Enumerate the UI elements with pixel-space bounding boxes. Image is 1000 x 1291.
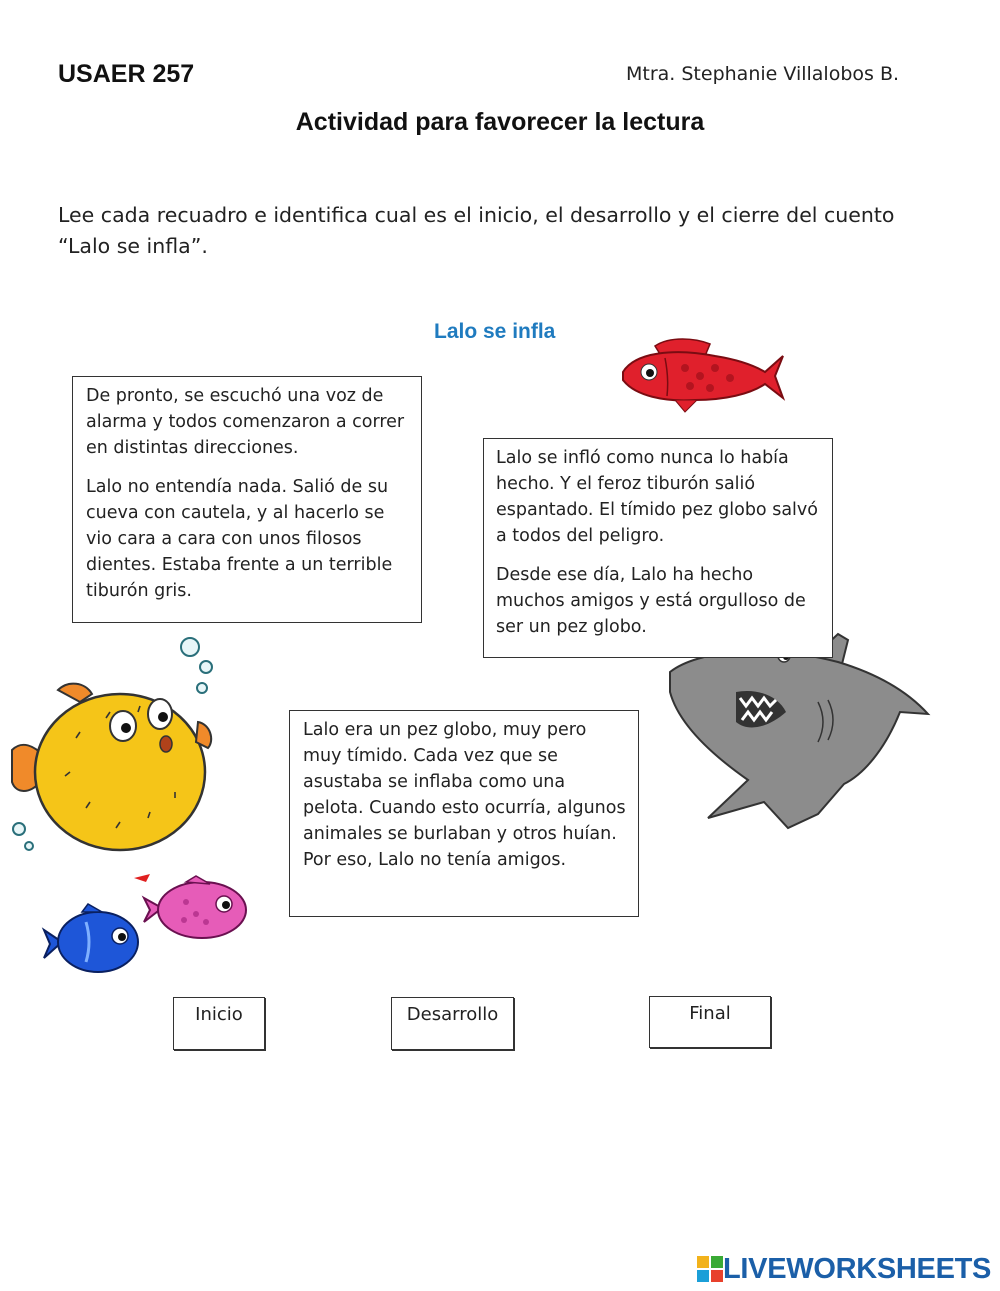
instructions: Lee cada recuadro e identifica cual es el inicio, el desarrollo y el cierre del cuento “Lalo se infla”.	[58, 203, 895, 258]
answer-box-inicio[interactable]: Inicio	[173, 997, 265, 1050]
red-fish-icon	[615, 338, 785, 414]
story-box-3[interactable]	[289, 710, 639, 917]
answer-box-final[interactable]: Final	[649, 996, 771, 1048]
story-paragraph: Lalo no entendía nada. Salió de su cueva con cautela, y al hacerlo se vio cara a cara con unos filosos dientes. Estaba frente a un terrible tiburón gris.	[86, 477, 393, 601]
liveworksheets-logo-icon	[697, 1256, 723, 1282]
liveworksheets-logo	[697, 1252, 991, 1286]
story-box-1[interactable]	[72, 376, 422, 623]
story-title: Lalo se infla	[434, 320, 556, 343]
worksheet-title: Actividad para favorecer la lectura	[295, 108, 705, 136]
answer-box-desarrollo[interactable]: Desarrollo	[391, 997, 514, 1050]
teacher-name: Mtra. Stephanie Villalobos B.	[626, 63, 900, 85]
liveworksheets-brand: LIVEWORKSHEETS	[723, 1252, 992, 1285]
story-paragraph: Lalo era un pez globo, muy pero muy tímido. Cada vez que se asustaba se inflaba como una pelota. Cuando esto ocurría, algunos animales se burlaban y otros huían. Por eso, Lalo no tenía amigos.	[303, 720, 626, 870]
story-box-2[interactable]	[483, 438, 833, 658]
shark-icon	[668, 632, 930, 828]
pink-fish-icon	[130, 872, 250, 944]
school-name: USAER 257	[58, 60, 195, 88]
blue-fish-icon	[42, 900, 142, 982]
pufferfish-icon	[10, 682, 215, 854]
story-paragraph: Lalo se infló como nunca lo había hecho. Y el feroz tiburón salió espantado. El tímido pez globo salvó a todos del peligro.	[496, 448, 818, 546]
story-paragraph: Desde ese día, Lalo ha hecho muchos amigos y está orgulloso de ser un pez globo.	[496, 565, 806, 637]
story-paragraph: De pronto, se escuchó una voz de alarma y todos comenzaron a correr en distintas direcciones.	[86, 386, 405, 458]
